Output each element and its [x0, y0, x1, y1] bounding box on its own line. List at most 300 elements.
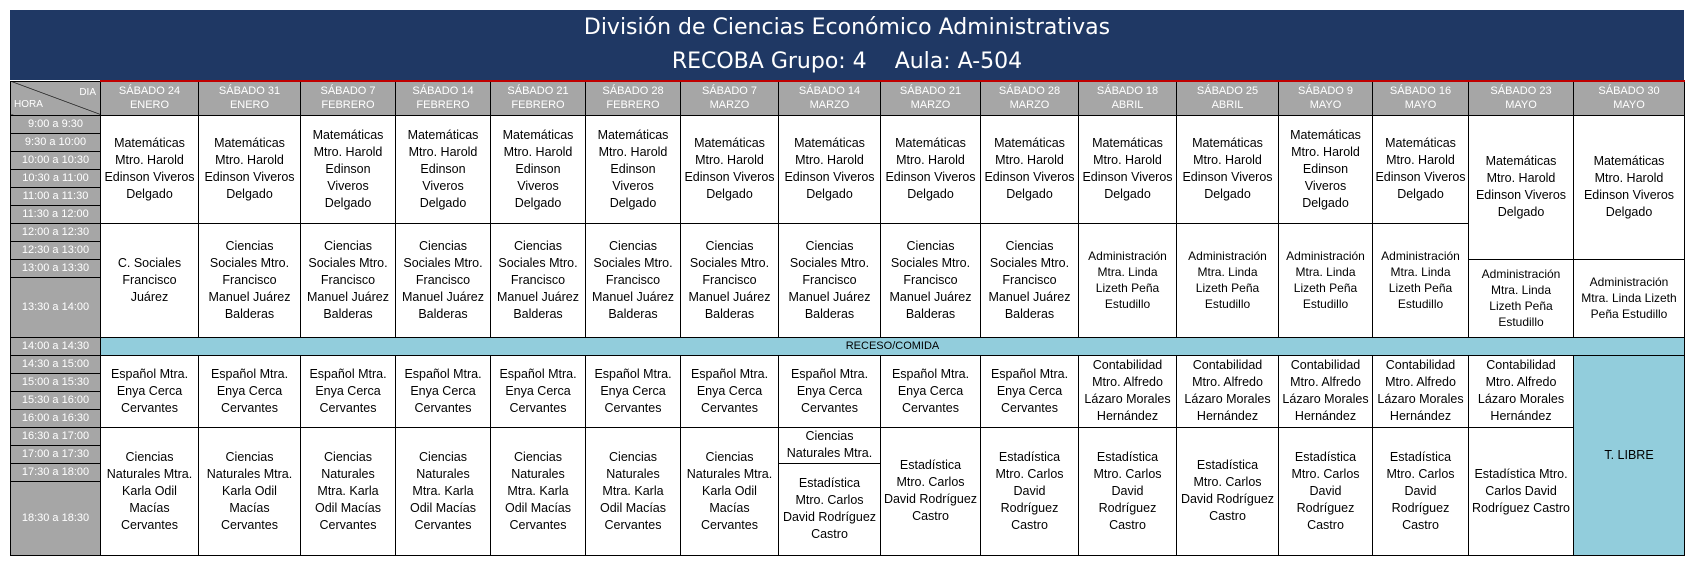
- cell-line: Delgado: [806, 187, 853, 201]
- cell-line: Administración: [1381, 249, 1460, 263]
- class-cell: [491, 355, 586, 427]
- cell-line: Mtro. Harold: [695, 153, 764, 167]
- time-slot-label: 16:30 a 17:00: [11, 427, 101, 445]
- time-slot-label: 12:00 a 12:30: [11, 223, 101, 241]
- cell-line: Contabilidad: [1092, 358, 1163, 372]
- day-header: [881, 81, 981, 115]
- cell-line: Manuel Juárez: [688, 289, 771, 304]
- cell-line: David: [1111, 483, 1144, 498]
- cell-line: Balderas: [804, 306, 855, 321]
- cell-line: Español Mtra.: [404, 366, 482, 381]
- day-header-date: SÁBADO 31: [218, 85, 281, 98]
- time-slot-label: 13:30 a 14:00: [11, 277, 101, 337]
- class-cell: [396, 223, 491, 337]
- cell-line: Mtro. Harold: [1193, 153, 1262, 167]
- cell-line: Balderas: [704, 306, 755, 321]
- cell-line: Odil Macías: [600, 500, 666, 515]
- day-header: [101, 81, 199, 115]
- class-cell: [1279, 355, 1373, 427]
- cell-line: Mtro. Harold: [1486, 171, 1556, 185]
- cell-line: Ciencias: [419, 449, 467, 464]
- day-header: [1373, 81, 1469, 115]
- cell-line: Delgado: [126, 187, 173, 201]
- cell-line: Hernández: [1294, 409, 1357, 423]
- cell-line: Edinson Viveros: [1375, 170, 1466, 184]
- cell-line: Manuel Juárez: [208, 289, 291, 304]
- cell-line: Mtra. Linda: [1390, 265, 1451, 279]
- cell-line: Viveros: [327, 178, 369, 193]
- cell-line: David Rodríguez: [883, 492, 978, 506]
- class-cell: [681, 355, 779, 427]
- class-cell: [1574, 115, 1685, 259]
- cell-line: Mtro. Harold: [795, 153, 864, 167]
- day-header: [1469, 81, 1574, 115]
- cell-line: Odil Macías: [505, 500, 571, 515]
- cell-line: Manuel Juárez: [497, 289, 579, 304]
- cell-line: Mtro. Carlos: [995, 466, 1064, 481]
- cell-line: Rodríguez: [1391, 500, 1450, 515]
- class-cell: [101, 223, 199, 337]
- cell-line: Mtro. Harold: [1291, 144, 1360, 159]
- day-header: [1574, 81, 1685, 115]
- group-label: RECOBA Grupo: 4: [671, 49, 867, 74]
- cell-line: Mtra. Linda: [1097, 265, 1158, 279]
- cell-line: Matemáticas: [597, 127, 669, 142]
- cell-line: Mtra. Karla: [507, 483, 569, 498]
- cell-line: Lázaro Morales: [1477, 392, 1565, 406]
- class-cell: [586, 355, 681, 427]
- time-slot-label: 9:00 a 9:30: [11, 115, 101, 133]
- cell-line: Francisco: [702, 272, 757, 287]
- class-cell: [1279, 115, 1373, 223]
- cell-line: Mtra. Linda: [1295, 265, 1356, 279]
- cell-line: Sociales Mtro.: [789, 255, 870, 270]
- class-cell: [491, 223, 586, 337]
- time-slot-label: 15:00 a 15:30: [11, 373, 101, 391]
- cell-line: Matemáticas: [1092, 136, 1163, 150]
- cell-line: Manuel Juárez: [402, 289, 484, 304]
- cell-line: Sociales Mtro.: [498, 255, 578, 270]
- cell-line: Mtro. Carlos: [896, 475, 965, 489]
- cell-line: Macías: [129, 500, 170, 515]
- classroom-label: Aula: A-504: [894, 49, 1023, 74]
- time-slot-label: 11:30 a 12:00: [11, 205, 101, 223]
- cell-line: Sociales Mtro.: [890, 255, 971, 270]
- cell-line: Edinson Viveros: [204, 170, 295, 184]
- class-cell: [101, 115, 199, 223]
- day-header-date: SÁBADO 14: [412, 85, 474, 98]
- cell-line: Cervantes: [509, 400, 567, 415]
- cell-line: Mtro. Alfredo: [1192, 375, 1263, 389]
- cell-line: Matemáticas: [794, 136, 865, 150]
- day-header: [1079, 81, 1177, 115]
- cell-line: Lázaro Morales: [1184, 392, 1271, 406]
- cell-line: Mtro. Alfredo: [1485, 375, 1557, 389]
- day-header-date: SÁBADO 25: [1196, 85, 1259, 98]
- cell-line: Mtro. Harold: [313, 144, 383, 159]
- cell-line: Enya Cerca: [410, 383, 476, 398]
- cell-line: Balderas: [418, 306, 468, 321]
- day-header: [1279, 81, 1373, 115]
- cell-line: Manuel Juárez: [592, 289, 674, 304]
- cell-line: Castro: [912, 509, 949, 523]
- cell-line: Estudillo: [1397, 297, 1444, 311]
- cell-line: Matemáticas: [1192, 136, 1263, 150]
- cell-line: Sociales Mtro.: [209, 255, 290, 270]
- cell-line: Ciencias: [805, 429, 854, 443]
- cell-line: Matemáticas: [1485, 154, 1557, 168]
- time-slot-label: 17:00 a 17:30: [11, 445, 101, 463]
- cell-line: C. Sociales: [117, 255, 182, 270]
- class-cell: [101, 427, 199, 555]
- class-cell: [1279, 427, 1373, 555]
- cell-line: Cervantes: [121, 517, 178, 532]
- class-cell: [1079, 223, 1177, 337]
- cell-line: Lizeth Peña: [1489, 299, 1553, 313]
- class-cell: [1177, 427, 1279, 555]
- cell-line: Hernández: [1389, 409, 1452, 423]
- cell-line: Naturales Mtra.: [206, 466, 293, 481]
- cell-line: Francisco: [415, 272, 471, 287]
- day-header-month: MARZO: [709, 99, 750, 112]
- recess-band: RECESO/COMIDA: [101, 337, 1685, 355]
- cell-line: Estadística Mtro.: [1474, 466, 1568, 481]
- cell-line: Matemáticas: [312, 127, 384, 142]
- cell-line: Cervantes: [221, 400, 278, 415]
- cell-line: Mtro. Harold: [503, 144, 573, 159]
- cell-line: Enya Cerca: [315, 383, 381, 398]
- day-header-date: SÁBADO 9: [1297, 85, 1354, 98]
- class-cell: [881, 355, 981, 427]
- day-header-date: SÁBADO 28: [602, 85, 664, 98]
- cell-line: Edinson: [610, 161, 656, 176]
- day-header-month: MAYO: [1505, 99, 1537, 112]
- cell-line: Naturales Mtra.: [106, 466, 193, 481]
- cell-line: Delgado: [1605, 205, 1653, 219]
- cell-line: Estudillo: [1302, 297, 1349, 311]
- cell-line: Lizeth Peña: [1195, 281, 1260, 295]
- cell-line: Naturales: [321, 466, 375, 481]
- cell-line: Administración: [1481, 267, 1561, 281]
- cell-line: Mtro. Harold: [1386, 153, 1455, 167]
- class-cell: [1079, 355, 1177, 427]
- day-header-month: MARZO: [910, 99, 951, 112]
- cell-line: Estudillo: [1104, 297, 1151, 311]
- cell-line: Manuel Juárez: [788, 289, 871, 304]
- day-header-date: SÁBADO 23: [1490, 85, 1552, 98]
- cell-line: Estadística: [1389, 449, 1452, 464]
- day-header-month: ABRIL: [1111, 99, 1144, 112]
- cell-line: Mtra. Karla: [412, 483, 474, 498]
- day-header-date: SÁBADO 18: [1096, 85, 1159, 98]
- day-header-date: SÁBADO 28: [998, 85, 1061, 98]
- day-header-month: MARZO: [1009, 99, 1050, 112]
- class-cell: [1373, 223, 1469, 337]
- class-cell: [881, 223, 981, 337]
- day-header-date: SÁBADO 24: [118, 85, 181, 98]
- cell-line: Matemáticas: [407, 127, 479, 142]
- cell-line: Español Mtra.: [690, 366, 769, 381]
- cell-line: Francisco: [222, 272, 277, 287]
- cell-line: Enya Cerca: [600, 383, 666, 398]
- cell-line: Francisco: [510, 272, 566, 287]
- cell-line: Cervantes: [604, 517, 662, 532]
- cell-line: Ciencias: [324, 238, 372, 253]
- cell-line: Matemáticas: [214, 136, 285, 150]
- time-slot-label: 14:30 a 15:00: [11, 355, 101, 373]
- day-header-date: SÁBADO 7: [320, 85, 376, 98]
- cell-line: Edinson: [1302, 161, 1349, 176]
- cell-line: Estudillo: [1204, 297, 1251, 311]
- cell-line: David: [1309, 483, 1342, 498]
- cell-line: David: [1013, 483, 1046, 498]
- class-cell: [396, 115, 491, 223]
- cell-line: Ciencias: [1005, 238, 1054, 253]
- class-cell: [1079, 427, 1177, 555]
- class-cell: [1373, 355, 1469, 427]
- class-cell: [199, 223, 301, 337]
- cell-line: Delgado: [226, 187, 273, 201]
- cell-line: Edinson: [515, 161, 561, 176]
- cell-line: Ciencias: [225, 449, 274, 464]
- day-header-month: FEBRERO: [321, 99, 375, 112]
- cell-line: Balderas: [608, 306, 658, 321]
- day-header: [779, 81, 881, 115]
- class-cell: [1469, 259, 1574, 337]
- cell-line: Mtro. Harold: [1093, 153, 1162, 167]
- time-slot-label: 16:00 a 16:30: [11, 409, 101, 427]
- cell-line: Sociales Mtro.: [308, 255, 388, 270]
- cell-line: Delgado: [1302, 195, 1349, 210]
- cell-line: Ciencias: [805, 238, 854, 253]
- cell-line: Español Mtra.: [110, 366, 189, 381]
- cell-line: Delgado: [1497, 205, 1545, 219]
- cell-line: Balderas: [513, 306, 563, 321]
- day-header-month: MAYO: [1309, 99, 1342, 112]
- day-header: [301, 81, 396, 115]
- cell-line: Edinson Viveros: [1182, 170, 1273, 184]
- day-header-month: FEBRERO: [416, 99, 470, 112]
- cell-line: Ciencias: [705, 238, 754, 253]
- cell-line: Delgado: [419, 195, 467, 210]
- cell-line: Edinson Viveros: [1475, 188, 1567, 202]
- class-cell: [301, 115, 396, 223]
- cell-line: Juárez: [130, 289, 169, 304]
- class-cell: [981, 115, 1079, 223]
- class-cell: [681, 427, 779, 555]
- cell-line: Enya Cerca: [996, 383, 1063, 398]
- cell-line: Naturales: [416, 466, 470, 481]
- day-hour-corner: [11, 81, 101, 115]
- cell-line: Español Mtra.: [499, 366, 577, 381]
- cell-line: Enya Cerca: [216, 383, 283, 398]
- time-slot-label: 14:00 a 14:30: [11, 337, 101, 355]
- cell-line: Mtro. Harold: [115, 153, 184, 167]
- cell-line: Delgado: [514, 195, 562, 210]
- cell-line: Carlos David: [1485, 483, 1557, 498]
- cell-line: Edinson Viveros: [1583, 188, 1675, 202]
- free-time-cell: T. LIBRE: [1574, 355, 1685, 555]
- class-cell: [681, 115, 779, 223]
- cell-line: Edinson Viveros: [104, 170, 195, 184]
- day-header-date: SÁBADO 7: [701, 85, 758, 98]
- day-header-date: SÁBADO 14: [798, 85, 861, 98]
- cell-line: Delgado: [324, 195, 372, 210]
- cell-line: Matemáticas: [114, 136, 185, 150]
- cell-line: Español Mtra.: [790, 366, 869, 381]
- corner-day-label: DIA: [79, 86, 96, 98]
- class-cell: [1469, 115, 1574, 259]
- cell-line: Delgado: [706, 187, 753, 201]
- cell-line: Cervantes: [701, 400, 758, 415]
- page-title: División de Ciencias Económico Administrativas: [10, 10, 1684, 44]
- cell-line: Estadística: [1294, 449, 1357, 464]
- class-cell: [1373, 427, 1469, 555]
- cell-line: Contabilidad: [1486, 358, 1556, 372]
- cell-line: Enya Cerca: [505, 383, 571, 398]
- cell-line: Sociales Mtro.: [593, 255, 673, 270]
- day-header-month: ENERO: [129, 99, 170, 112]
- day-header: [396, 81, 491, 115]
- cell-line: Balderas: [323, 306, 373, 321]
- cell-line: Español Mtra.: [990, 366, 1069, 381]
- cell-line: Matemáticas: [502, 127, 574, 142]
- cell-line: Peña Estudillo: [1590, 307, 1668, 321]
- cell-line: Francisco: [802, 272, 857, 287]
- cell-line: Hernández: [1196, 409, 1259, 423]
- cell-line: Delgado: [1006, 187, 1053, 201]
- cell-line: Mtro. Harold: [896, 153, 965, 167]
- cell-line: Mtro. Harold: [598, 144, 668, 159]
- time-slot-label: 13:00 a 13:30: [11, 259, 101, 277]
- cell-line: Estudillo: [1498, 315, 1544, 329]
- cell-line: Francisco: [1002, 272, 1057, 287]
- cell-line: Ciencias: [419, 238, 467, 253]
- cell-line: Odil Macías: [410, 500, 476, 515]
- cell-line: Matemáticas: [1593, 154, 1665, 168]
- cell-line: Lizeth Peña: [1293, 281, 1358, 295]
- class-cell: [301, 223, 396, 337]
- cell-line: Macías: [709, 500, 750, 515]
- cell-line: Mtro. Carlos: [795, 493, 864, 507]
- cell-line: Castro: [1307, 517, 1344, 532]
- cell-line: Viveros: [1304, 178, 1347, 193]
- cell-line: Mtro. Alfredo: [1385, 375, 1456, 389]
- cell-line: Mtro. Harold: [1594, 171, 1664, 185]
- cell-line: Rodríguez: [1000, 500, 1059, 515]
- cell-line: Naturales Mtra.: [686, 466, 773, 481]
- cell-line: Edinson Viveros: [684, 170, 775, 184]
- cell-line: Mtro. Harold: [995, 153, 1064, 167]
- class-cell: [779, 427, 881, 463]
- cell-line: Cervantes: [1001, 400, 1058, 415]
- cell-line: Cervantes: [801, 400, 858, 415]
- time-slot-label: 10:30 a 11:00: [11, 169, 101, 187]
- cell-line: Hernández: [1096, 409, 1159, 423]
- cell-line: Delgado: [1204, 187, 1251, 201]
- cell-line: Mtra. Karla: [317, 483, 379, 498]
- cell-line: Edinson: [325, 161, 371, 176]
- cell-line: Karla Odil: [702, 483, 757, 498]
- cell-line: Matemáticas: [994, 136, 1065, 150]
- day-header-date: SÁBADO 16: [1389, 85, 1452, 98]
- cell-line: Naturales Mtra.: [786, 446, 873, 460]
- cell-line: Manuel Juárez: [988, 289, 1071, 304]
- cell-line: Delgado: [609, 195, 657, 210]
- class-cell: [981, 427, 1079, 555]
- cell-line: Mtro. Alfredo: [1092, 375, 1163, 389]
- cell-line: Francisco: [903, 272, 958, 287]
- class-cell: [881, 115, 981, 223]
- cell-line: Naturales: [606, 466, 660, 481]
- cell-line: Ciencias: [225, 238, 274, 253]
- cell-line: Cervantes: [221, 517, 278, 532]
- cell-line: Delgado: [1397, 187, 1444, 201]
- day-header-month: MAYO: [1404, 99, 1437, 112]
- cell-line: Cervantes: [604, 400, 662, 415]
- cell-line: Lázaro Morales: [1084, 392, 1171, 406]
- cell-line: Cervantes: [319, 400, 377, 415]
- class-cell: [199, 115, 301, 223]
- cell-line: Castro: [1011, 517, 1048, 532]
- class-cell: [1177, 355, 1279, 427]
- class-cell: [779, 223, 881, 337]
- cell-line: Español Mtra.: [309, 366, 387, 381]
- cell-line: Macías: [229, 500, 270, 515]
- time-slot-label: 18:30 a 18:30: [11, 481, 101, 555]
- class-cell: [981, 223, 1079, 337]
- cell-line: Mtro. Harold: [215, 153, 284, 167]
- class-cell: [396, 427, 491, 555]
- cell-line: Ciencias: [609, 238, 657, 253]
- cell-line: Balderas: [224, 306, 275, 321]
- cell-line: Castro: [1402, 517, 1439, 532]
- cell-line: Castro: [1109, 517, 1146, 532]
- cell-line: Contabilidad: [1385, 358, 1456, 372]
- day-header: [199, 81, 301, 115]
- cell-line: Hernández: [1490, 409, 1552, 423]
- cell-line: Español Mtra.: [594, 366, 672, 381]
- day-header: [586, 81, 681, 115]
- class-cell: [779, 355, 881, 427]
- cell-line: Lázaro Morales: [1282, 392, 1369, 406]
- cell-line: Enya Cerca: [796, 383, 863, 398]
- cell-line: Castro: [811, 527, 848, 541]
- corner-hour-label: HORA: [14, 98, 43, 110]
- cell-line: Francisco: [122, 272, 177, 287]
- cell-line: Ciencias: [705, 449, 754, 464]
- class-cell: [491, 115, 586, 223]
- cell-line: Español Mtra.: [891, 366, 970, 381]
- class-cell: [1373, 115, 1469, 223]
- cell-line: Edinson Viveros: [984, 170, 1075, 184]
- cell-line: Odil Macías: [315, 500, 381, 515]
- cell-line: Edinson Viveros: [885, 170, 976, 184]
- class-cell: [881, 427, 981, 555]
- cell-line: Mtra. Karla: [602, 483, 664, 498]
- cell-line: Sociales Mtro.: [403, 255, 483, 270]
- cell-line: Cervantes: [414, 517, 472, 532]
- schedule-table: [10, 80, 1685, 556]
- day-header-month: FEBRERO: [511, 99, 565, 112]
- class-cell: [1177, 223, 1279, 337]
- schedule-sheet: [10, 10, 1684, 576]
- class-cell: [981, 355, 1079, 427]
- cell-line: Administración: [1088, 249, 1167, 263]
- cell-line: Balderas: [1004, 306, 1055, 321]
- class-cell: [199, 355, 301, 427]
- cell-line: Administración: [1286, 249, 1365, 263]
